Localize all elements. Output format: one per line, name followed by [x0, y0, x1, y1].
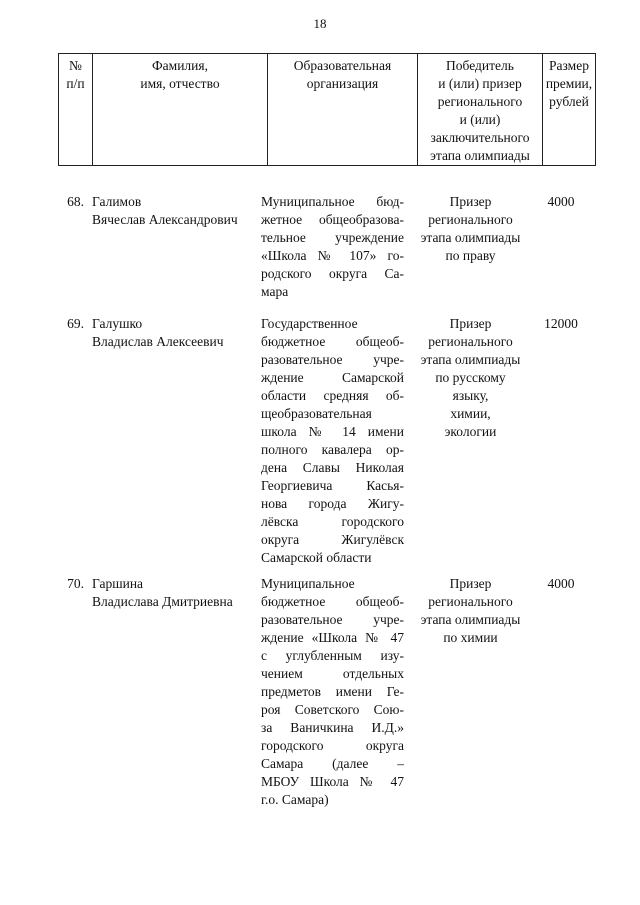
header-col-prize: Размер премии, рублей — [543, 54, 596, 166]
row-number: 68. — [67, 194, 84, 209]
page-number: 18 — [313, 16, 327, 31]
prize-amount: 4000 — [547, 194, 575, 209]
person-name: Гаршина Владислава Дмитриевна — [92, 576, 233, 609]
row-number: 69. — [67, 316, 84, 331]
header-col-award: Победитель и (или) призер регионального и (или) заключительного этапа олимпиады — [418, 54, 543, 166]
table-header — [58, 53, 596, 166]
award-status: Призер регионального этапа олимпиады по праву — [420, 194, 521, 263]
organization: Муниципальное бюджетное общеоб- разовательное учре- ждение «Школа № 47 с углубленным изу- чением отдельных предметов имени Ге- роя Советского Сою- за Ваничкина И.Д.» городского округа Самара (далее – МБОУ Школа № 47 г.о. Самара) — [261, 576, 404, 807]
prize-amount: 4000 — [547, 576, 575, 591]
header-col-organization: Образовательная организация — [268, 54, 418, 166]
person-name: Галушко Владислав Алексеевич — [92, 316, 224, 349]
organization: Государственное бюджетное общеоб- разовательное учре- ждение Самарской области средняя об- щеобразовательная школа № 14 имени полного кавалера ор- дена Славы Николая Георгиевича Касья- нова города Жигу- лёвска городского округа Жигулёвск Самарской области — [261, 316, 404, 565]
header-col-name: Фамилия, имя, отчество — [93, 54, 268, 166]
person-name: Галимов Вячеслав Александрович — [92, 194, 238, 227]
row-number: 70. — [67, 576, 84, 591]
organization: Муниципальное бюд- жетное общеобразова- тельное учреждение «Школа № 107» го- родского округа Са- мара — [261, 194, 404, 299]
header-col-number: № п/п — [59, 54, 93, 166]
award-status: Призер регионального этапа олимпиады по русскому языку, химии, экологии — [420, 316, 521, 439]
prize-amount: 12000 — [544, 316, 578, 331]
award-status: Призер регионального этапа олимпиады по химии — [420, 576, 521, 645]
